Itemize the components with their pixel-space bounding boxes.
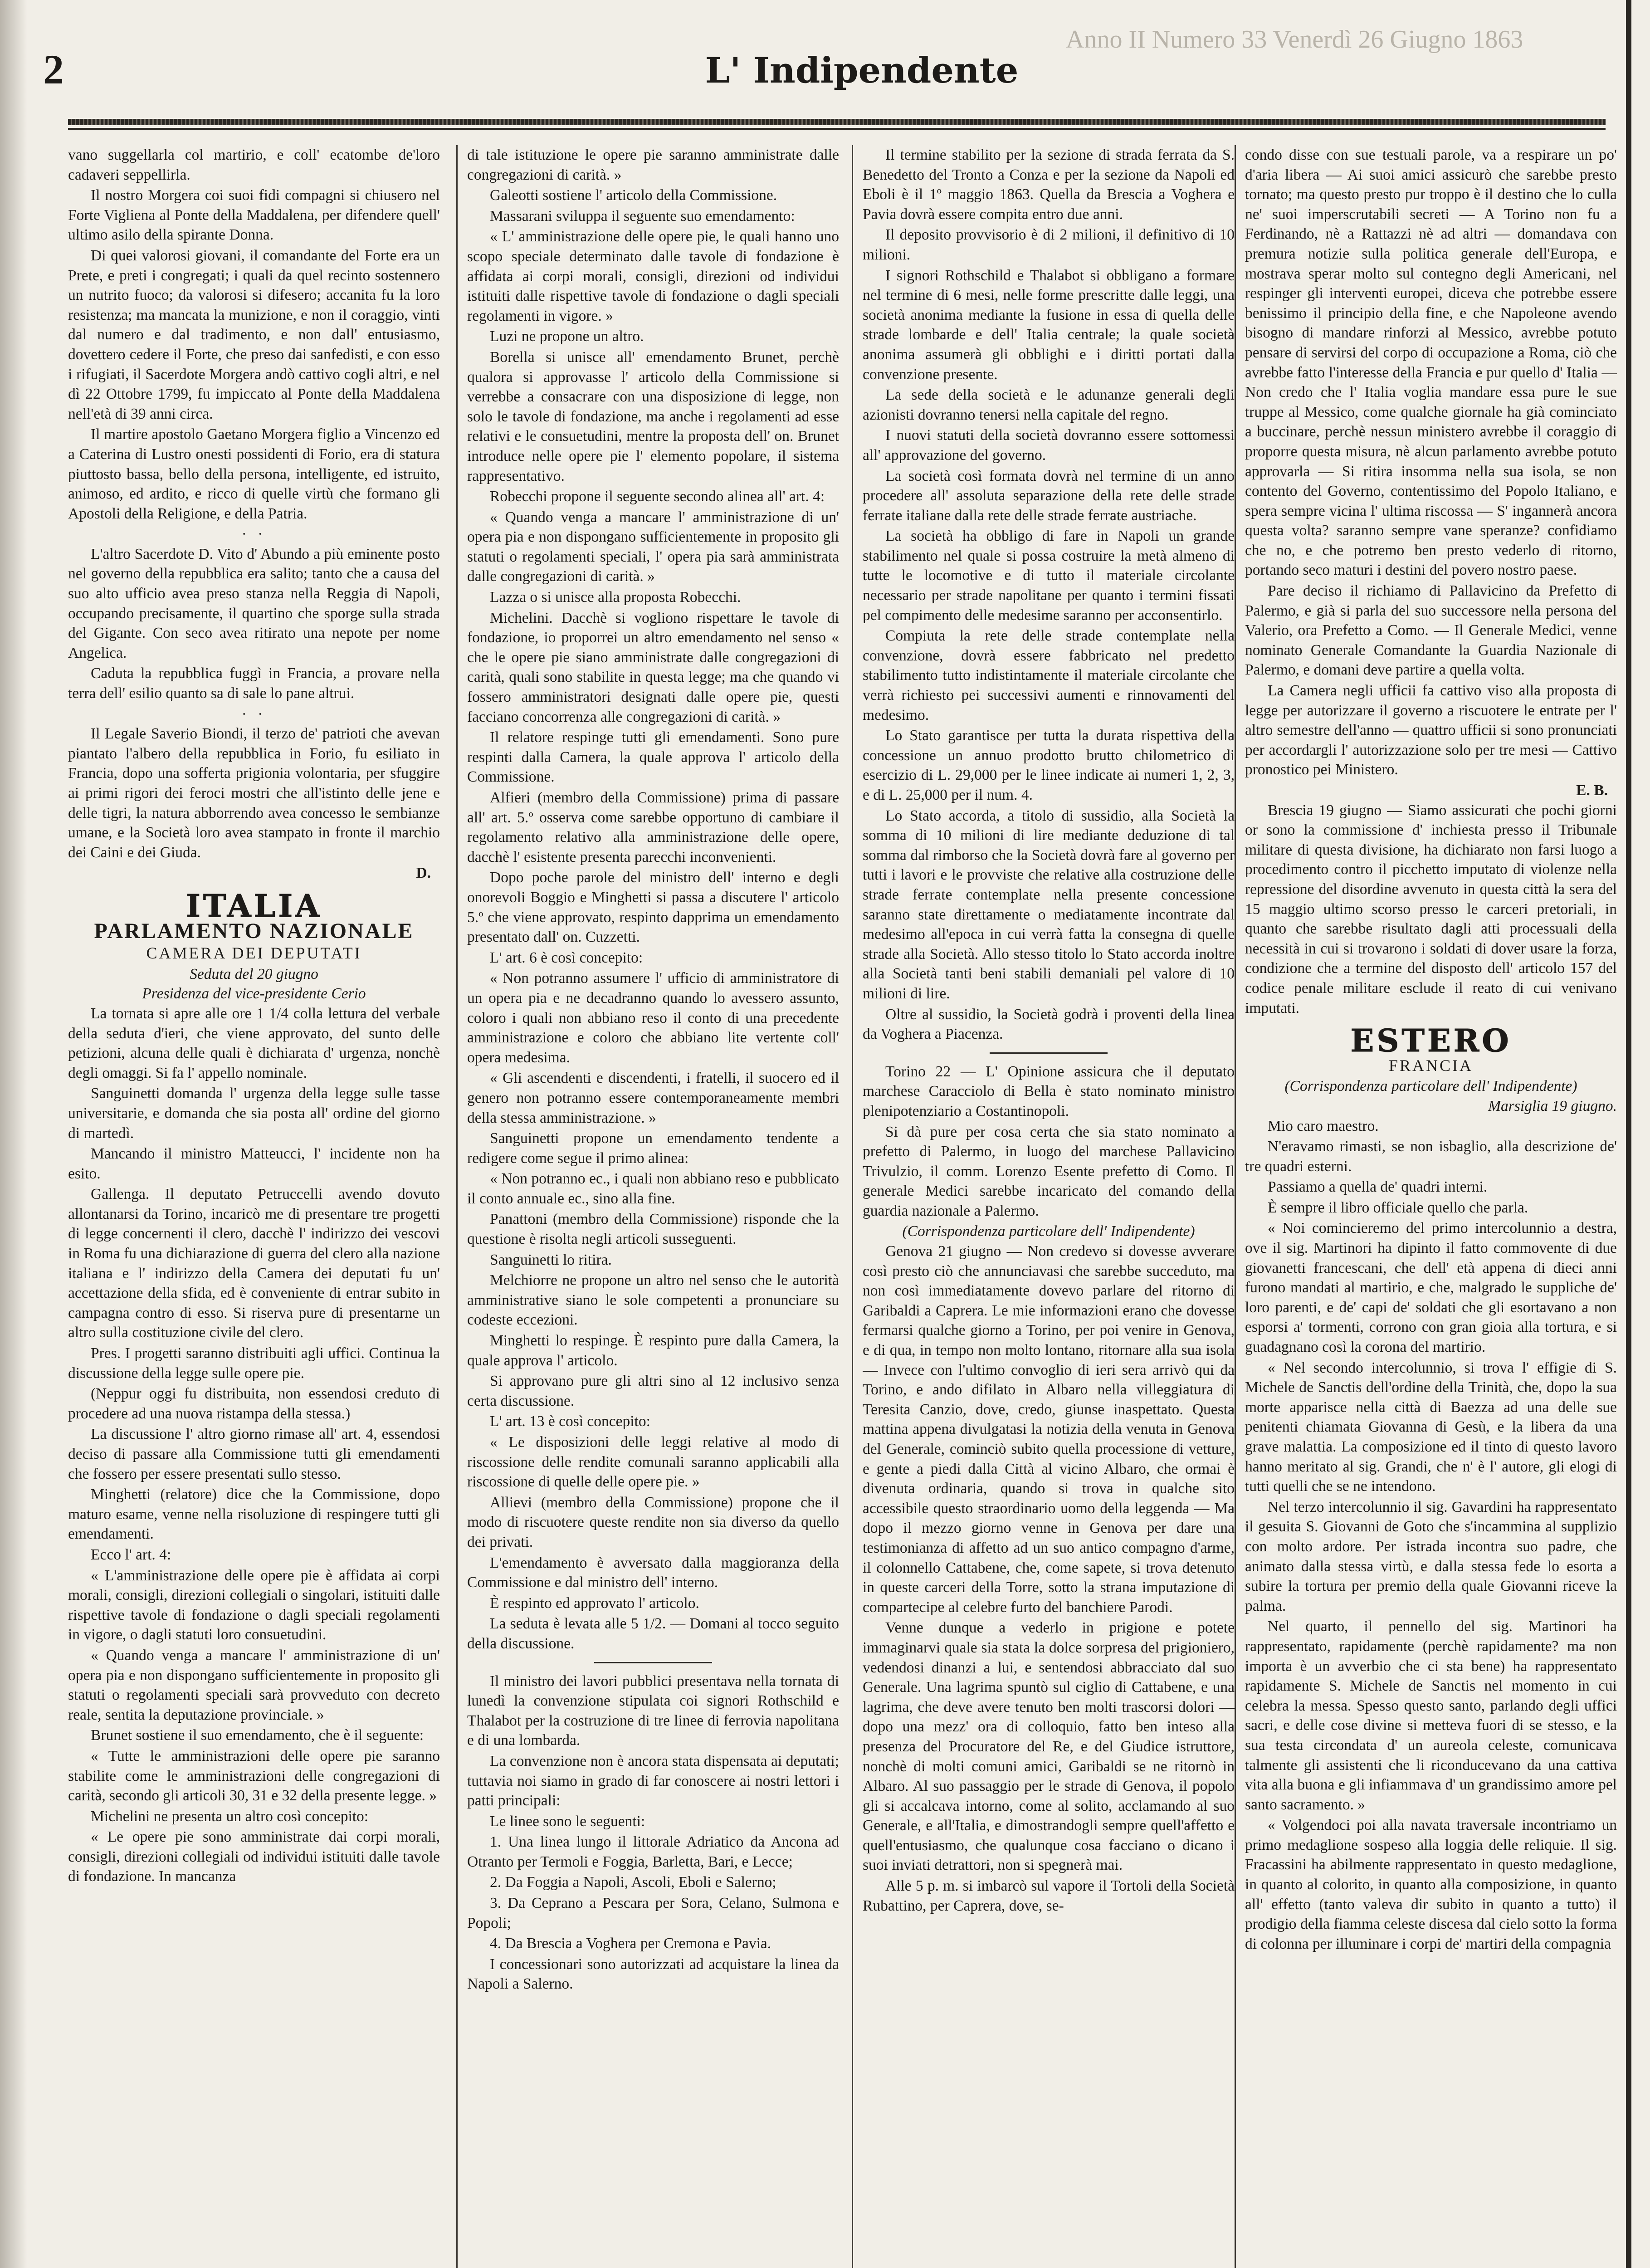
- paragraph: La seduta è levata alle 5 1/2. — Domani al tocco seguito della discussione.: [467, 1615, 839, 1652]
- author-signature: D.: [416, 865, 431, 882]
- paragraph: Mancando il ministro Matteucci, l' incidente non ha esito.: [68, 1145, 440, 1182]
- paragraph: Lo Stato garantisce per tutta la durata rispettiva della concessione un annuo prodotto brutto chilometrico di esercizio di L. 29,000 per le linee indicate ai numeri 1, 2, 3, e di L. 25,000 per il num. 4.: [863, 727, 1235, 803]
- paragraph: Michelini. Dacchè si vogliono rispettare le tavole di fondazione, io proporrei un altro emendamento nel senso « che le opere pie siano amministrate dalle congregazioni di carità, quali sono stabilite in questa legge; ma che quando vi fossero amministratori designati dalle opere pie, questi facciano concorrenza alle congregazioni di carità. »: [467, 609, 839, 725]
- paragraph: L'emendamento è avversato dalla maggioranza della Commissione e dal ministro dell' interno.: [467, 1554, 839, 1591]
- column-1: [68, 145, 440, 2268]
- paragraph: « Volgendoci poi alla navata traversale incontriamo un primo medaglione sospeso alla loggia delle reliquie. Il sig. Fracassini ha abilmente rappresentato in questo medaglione, in quanto al colorito, in quanto alla composizione, in quanto all' effetto (tanto valeva dir subito in quanto a tutto) il prodigio della fiamma celeste discesa dal cielo sotto la forma di colonna per illuminare i corpi de' martiri della compagnia: [1245, 1817, 1617, 1952]
- paragraph: Venne dunque a vederlo in prigione e potete immaginarvi quale sia stata la dolce sorpresa del prigioniero, vedendosi dinanzi a lui, e sentendosi abbracciato dal suo Generale. Una lagrima spuntò sul ciglio di Cattabene, e una lagrima, che deve avere tenuto ben molti trascorsi dolori — dopo una mezz' ora di colloquio, fatto ben inteso alla presenza del Procuratore del Re, e del Giudice istruttore, nonchè di molti comuni amici, Garibaldi se ne ritornò in Albaro. Al suo passaggio per le strade di Genova, il popolo gli si accalcava intorno, come al solito, acclamando al suo Generale, e all'Italia, e dimostrandogli sempre quell'affetto e quell'entusiasmo, che qualunque cosa facciano o dicano i suoi inviati detrattori, non si spegnerà mai.: [863, 1619, 1235, 1874]
- paragraph: Lo Stato accorda, a titolo di sussidio, alla Società la somma di 10 milioni di lire mediante deduzione di tal somma dal rimborso che la Società dovrà fare al governo per tutti i lavori e le provviste che relative alla costruzione delle strade ferrate contemplate nella presente concessione saranno state direttamente o mediatamente incontrate dal medesimo all'epoca in cui verrà fatta la consegna di quelle strade alla Società. Allo stesso titolo lo Stato accorda inoltre alla Società tanti beni stabili demaniali pel valore di 10 milioni di lire.: [863, 807, 1235, 1002]
- paragraph: La società ha obbligo di fare in Napoli un grande stabilimento nel quale si possa costruire la metà almeno di tutte le locomotive e di tutto il materiale circolante necessario per strade napolitane per quanto i termini fissati pel compimento delle medesime saranno per acconsentirlo.: [863, 528, 1235, 624]
- paragraph: Lazza o si unisce alla proposta Robecchi.: [490, 589, 741, 606]
- paragraph: Michelini ne presenta un altro così concepito:: [91, 1808, 369, 1825]
- paragraph: Pare deciso il richiamo di Pallavicino da Prefetto di Palermo, e già si parla del suo successore nella persona del Valerio, ora Prefetto a Como. — Il Generale Medici, venne nominato Generale Comandante la Guardia Nazionale di Palermo, e domani deve partire a quella volta.: [1245, 582, 1617, 679]
- paragraph: « Noi comincieremo del primo intercolunnio a destra, ove il sig. Martinori ha dipinto il fatto commovente di due giovanetti francescani, che dell' età appena di dieci anni furono mandati al martirio, e che, malgrado le suppliche de' loro parenti, e de' capi de' soldati che gli esortavano a non esporsi a' tormenti, corrono con gran gioia alla tortura, e si guadagnano così la corona del martirio.: [1245, 1220, 1617, 1356]
- paragraph: L' art. 6 è così concepito:: [490, 949, 643, 966]
- presidency-line: Presidenza del vice-presidente Cerio: [142, 985, 366, 1002]
- paragraph: N'eravamo rimasti, se non isbaglio, alla descrizione de' tre quadri esterni.: [1245, 1138, 1617, 1175]
- country-title: FRANCIA: [1388, 1056, 1474, 1075]
- paragraph: Pres. I progetti saranno distribuiti agli uffici. Continua la discussione della legge sulle opere pie.: [68, 1345, 440, 1382]
- paragraph: I concessionari sono autorizzati ad acquistare la linea da Napoli a Salerno.: [467, 1955, 839, 1993]
- paragraph: L'altro Sacerdote D. Vito d' Abundo a più eminente posto nel governo della repubblica era salito; tanto che a causa del suo alto ufficio avea preso stanza nella Reggia di Napoli, occupando precisamente, il quartino che sporge sulla strada del Gigante. Con seco avea ritirato una nepote per nome Angelica.: [68, 545, 440, 661]
- paragraph: Minghetti lo respinge. È respinto pure dalla Camera, la quale approva l' articolo.: [467, 1332, 839, 1369]
- paragraph: Borella si unisce all' emendamento Brunet, perchè qualora si approvasse l' articolo della Commissione si verrebbe a consacrare con una disposizione di legge, non solo le tavole di fondazione, ma anche i regolamenti ad esse relativi e le consuetudini, mentre la proposta dell' on. Brunet introduce nelle opere pie l' elemento popolare, il sistema rappresentativo.: [467, 348, 839, 484]
- paragraph: Sanguinetti propone un emendamento tendente a redigere come segue il primo alinea:: [467, 1130, 839, 1167]
- paragraph: Il deposito provvisorio è di 2 milioni, il definitivo di 10 milioni.: [863, 226, 1235, 263]
- paragraph: vano suggellarla col martirio, e coll' ecatombe de'loro cadaveri seppellirla.: [68, 147, 440, 183]
- paragraph: Ecco l' art. 4:: [91, 1546, 171, 1563]
- paragraph: Il ministro dei lavori pubblici presentava nella tornata di lunedì la convenzione stipulata coi signori Rothschild e Thalabot per la costruzione di tre linee di ferrovia napolitana e di una lombarda.: [467, 1672, 839, 1749]
- paragraph: Gallenga. Il deputato Petruccelli avendo dovuto allontanarsi da Torino, incaricò me di presentare tre progetti di legge concernenti il clero, dacchè l' indirizzo dei vescovi in Roma fu una dichiarazione di guerra del clero alla nazione italiana e l' indirizzo della Camera dei deputati fu un' accettazione della sfida, ed è conveniente di entrar subito in campagna contro di esso. Si riserva pure di presentarne un altro sulla costituzione civile del clero.: [68, 1186, 440, 1341]
- paragraph: Il nostro Morgera coi suoi fidi compagni si chiusero nel Forte Vigliena al Ponte della Maddalena, per difendere quell' ultimo asilo della spirante Donna.: [68, 187, 440, 244]
- paragraph: La società così formata dovrà nel termine di un anno procedere all' assoluta separazione della rete delle strade ferrate italiane dalla rete delle strade ferrate austriache.: [863, 467, 1235, 524]
- paragraph: Mio caro maestro.: [1268, 1117, 1379, 1134]
- paragraph: Il relatore respinge tutti gli emendamenti. Sono pure respinti dalla Camera, la quale approva l' articolo della Commissione.: [467, 729, 839, 786]
- paragraph: Oltre al sussidio, la Società godrà i proventi della linea da Voghera a Piacenza.: [863, 1006, 1235, 1043]
- paragraph: Melchiorre ne propone un altro nel senso che le autorità amministrative siano le sole competenti a pronunciare su codeste eccezioni.: [467, 1272, 839, 1329]
- session-date: Seduta del 20 giugno: [190, 965, 318, 982]
- scan-edge-bar: [1626, 0, 1631, 2268]
- paragraph: La sede della società e le adunanze generali degli azionisti dovranno tenersi nella capitale del regno.: [863, 386, 1235, 423]
- dateline: Marsiglia 19 giugno.: [1488, 1097, 1617, 1114]
- masthead-title: L' Indipendente: [705, 50, 1019, 91]
- paragraph: 2. Da Foggia a Napoli, Ascoli, Eboli e Salerno;: [490, 1874, 776, 1891]
- header-rule-thin: [68, 128, 1606, 130]
- paragraph: « Tutte le amministrazioni delle opere pie saranno stabilite come le amministrazioni delle congregazioni di carità, secondo gli articoli 30, 31 e 32 della presente legge. »: [68, 1747, 440, 1804]
- paragraph: « Non potranno ec., i quali non abbiano reso e pubblicato il conto annuale ec., sino alla fine.: [467, 1170, 839, 1207]
- paragraph: « Gli ascendenti e discendenti, i fratelli, il suocero ed il genero non potranno essere contemporaneamente membri della stessa amministrazione. »: [467, 1070, 839, 1126]
- paragraph: Si dà pure per cosa certa che sia stato nominato a prefetto di Palermo, in luogo del marchese Pallavicino Trivulzio, il comm. Lorenzo Esente prefetto di Como. Il generale Medici sarebbe incaricato del comando della guardia nazionale a Palermo.: [863, 1123, 1235, 1219]
- section-separator: · ·: [241, 705, 267, 723]
- paragraph: Galeotti sostiene l' articolo della Commissione.: [490, 187, 777, 204]
- paragraph: La tornata si apre alle ore 1 1/4 colla lettura del verbale della seduta d'ieri, che viene approvato, del sunto delle petizioni, alcuna delle quali è dichiarata d' urgenza, nonchè degli omaggi. Si fa l' appello nominale.: [68, 1005, 440, 1081]
- paragraph: Si approvano pure gli altri sino al 12 inclusivo senza certa discussione.: [467, 1373, 839, 1409]
- section-title-italia: ITALIA: [186, 888, 322, 924]
- paragraph: « Quando venga a mancare l' amministrazione di un' opera pia e non dispongano sufficientemente in proposito gli statuti o regolamenti speciali sarà provveduto con decreto reale, sentita la deputazione provinciale. »: [68, 1647, 440, 1723]
- paragraph: « Le opere pie sono amministrate dai corpi morali, consigli, direzioni collegiali od individui istituiti dalle tavole di fondazione. In mancanza: [68, 1828, 440, 1885]
- section-separator: [594, 1662, 712, 1663]
- paragraph: Caduta la repubblica fuggì in Francia, a provare nella terra dell' esilio quanto sa di sale lo pane altrui.: [68, 665, 440, 702]
- paragraph: Dopo poche parole del ministro dell' interno e degli onorevoli Boggio e Minghetti si passa a discutere l' articolo 5.º che viene approvato, respinto dapprima un emendamento presentato dall' on. Cuzzetti.: [467, 869, 839, 946]
- paragraph: Massarani sviluppa il seguente suo emendamento:: [490, 207, 795, 225]
- paragraph: Brunet sostiene il suo emendamento, che è il seguente:: [91, 1727, 424, 1744]
- paragraph: È respinto ed approvato l' articolo.: [490, 1594, 699, 1612]
- section-separator: [990, 1052, 1108, 1054]
- column-2: [467, 145, 839, 2268]
- paragraph: « Quando venga a mancare l' amministrazione di un' opera pia e non dispongano sufficientemente in proposito gli statuti o regolamenti speciali, l' opera pia sarà amministrata dalle congregazioni di carità. »: [467, 508, 839, 585]
- paragraph: La Camera negli ufficii fa cattivo viso alla proposta di legge per autorizzare il governo a riscuotere le entrate per l' altro semestre dell'anno — quattro ufficii si sono pronunciati per accordargli l' autorizzazione solo per tre mesi — Cattivo pronostico pei Ministero.: [1245, 682, 1617, 778]
- paragraph: Il martire apostolo Gaetano Morgera figlio a Vincenzo ed a Caterina di Lustro onesti possidenti di Forio, era di statura piuttosto bassa, bello della persona, intelligente, ed istruito, animoso, ed ardito, e ricco di quelle virtù che formano gli Apostoli della Religione, e della Patria.: [68, 426, 440, 522]
- paragraph: « L'amministrazione delle opere pie è affidata ai corpi morali, consigli, direzioni collegiali o singolari, istituiti dalle rispettive tavole di fondazione o dagli speciali regolamenti in vigore, o dagli statuti loro consuetudini.: [68, 1567, 440, 1643]
- paragraph: Nel terzo intercolunnio il sig. Gavardini ha rappresentato il gesuita S. Giovanni de Goto che s'incammina al supplizio con molto ardore. Per istrada incontra suo padre, che animato dalla stessa virtù, e dalla stessa fede lo esorta a subire la tortura per premio della quale Giovanni riceve la palma.: [1245, 1498, 1617, 1614]
- paragraph: Brescia 19 giugno — Siamo assicurati che pochi giorni or sono la commissione d' inchiesta presso il Tribunale militare di questa divisione, ha dichiarato non farsi luogo a procedimento contro il picchetto imputato di violenze nella repressione del disordine avvenuto in questa città la sera del 15 maggio ultimo scorso presso le carceri pretoriali, in quanto che sarebbe risultato dagli atti processuali della necessità in cui si trovarono i soldati di dover usare la forza, condizione che a termine del disposto dell' articolo 157 del codice penale militare esclude il reato di cui venivano imputati.: [1245, 802, 1617, 1017]
- author-signature: E. B.: [1576, 782, 1608, 799]
- paragraph: Le linee sono le seguenti:: [490, 1813, 645, 1830]
- binding-shadow: [0, 0, 27, 2268]
- column-3: [863, 145, 1235, 2268]
- paragraph: 3. Da Ceprano a Pescara per Sora, Celano, Sulmona e Popoli;: [467, 1895, 839, 1931]
- paragraph: condo disse con sue testuali parole, va a respirare un po' d'aria libera — Ai suoi amici assicurò che sarebbe presto tornato; ma questo presto pur troppo è il destino che lo culla ne' suoi imperscrutabili secreti — A Torino non fu a Ferdinando, nè a Rattazzi nè ad altri — domandava con premura notizie sulla politica generale dell'Europa, e mostrava sperar molto sul contegno degli Americani, nel respinger gli interventi europei, diceva che potrebbe essere benissimo il principio della fine, e che Napoleone avendo bisogno di mandare rinforzi al Messico, avrebbe potuto pensare di servirsi del corpo di occupazione a Roma, ciò che avrebbe fatto l'interesse della Francia e pur quello d' Italia — Non credo che l' Italia voglia mandare essa pure le sue truppe al Messico, come qualche giornale ha già cominciato a buccinare, perchè nessun ministero avrebbe il coraggio di proporre questa misura, nè alcun parlamento avrebbe potuto approvarla — Si ritira insomma nella sua isola, se non contento del Governo, contentissimo del Popolo Italiano, e spera sempre vicina l' ultima riscossa — S' ingannerà ancora questa volta? saranno sempre vane speranze? confidiamo che no, e che potremo ben presto vederlo di ritorno, portando seco maturi i destini del povero nostro paese.: [1245, 147, 1617, 579]
- paragraph: La discussione l' altro giorno rimase all' art. 4, essendosi deciso di passare alla Commissione tutti gli emendamenti che fossero per essere presentati sullo stesso.: [68, 1426, 440, 1482]
- paragraph: Compiuta la rete delle strade contemplate nella convenzione, dovrà essere fabbricato nel predetto stabilimento tutto indistintamente il materiale circolante che verrà richiesto pei successivi aumenti e rinnovamenti del medesimo.: [863, 627, 1235, 723]
- paragraph: Allievi (membro della Commissione) propone che il modo di riscuotere queste rendite non sia diverso da quello dei privati.: [467, 1494, 839, 1550]
- paragraph: 1. Una linea lungo il littorale Adriatico da Ancona ad Otranto per Termoli e Foggia, Barletta, Bari, e Lecce;: [467, 1833, 839, 1870]
- paragraph: I signori Rothschild e Thalabot si obbligano a formare nel termine di 6 mesi, nelle forme prescritte dalle leggi, una società anonima mediante la fusione in essa di quella delle strade lombarde e dell' Italia centrale; la quale società anonima assumerà gli obblighi e i diritti portati dalla convenzione presente.: [863, 267, 1235, 383]
- correspondence-line: (Corrispondenza particolare dell' Indipendente): [902, 1223, 1195, 1240]
- paragraph: di tale istituzione le opere pie saranno amministrate dalle congregazioni di carità. »: [467, 147, 839, 183]
- header-rule: [68, 119, 1606, 125]
- paragraph: « L' amministrazione delle opere pie, le quali hanno uno scopo speciale determinato dalle tavole di fondazione è affidata ai corpi morali, consigli, direzioni od individui istituiti dalle rispettive tavole di fondazione o dagli speciali regolamenti in vigore. »: [467, 228, 839, 324]
- paragraph: Il Legale Saverio Biondi, il terzo de' patrioti che avevan piantato l'albero della repubblica in Forio, fu esiliato in Francia, dopo una sofferta prigionia volontaria, per sfuggire ai primi rigori dei feroci mostri che all'istinto delle jene e delle tigri, la natura abborrendo avea concesso le sembianze umane, e la Società loro avea stampato in fronte il marchio dei Caini e dei Giuda.: [68, 725, 440, 861]
- paragraph: È sempre il libro officiale quello che parla.: [1268, 1199, 1528, 1216]
- paragraph: « Nel secondo intercolunnio, si trova l' effigie di S. Michele de Sanctis dell'ordine della Trinità, che, dopo la sua morte apparisce nella città di Baezza ad una delle sue penitenti chiamata Giovanna di Gesù, e la libera da una grave malattia. La composizione ed il tinto di questo lavoro hanno meritato al sig. Grandi, che n' è l' autore, gli elogi di tutti quelli che se ne intendono.: [1245, 1359, 1617, 1495]
- paragraph: Robecchi propone il seguente secondo alinea all' art. 4:: [490, 488, 825, 505]
- bleed-through-text: Anno II Numero 33 Venerdì 26 Giugno 1863: [1066, 25, 1523, 54]
- paragraph: « Non potranno assumere l' ufficio di amministratore di un opera pia e ne decadranno quando lo avessero assunto, coloro i quali non abbiano reso il conto di una precedente amministrazione e coloro che abbiano lite vertente coll' opera medesima.: [467, 970, 839, 1066]
- paragraph: Sanguinetti domanda l' urgenza della legge sulle tasse universitarie, e domanda che sia posta all' ordine del giorno di martedì.: [68, 1085, 440, 1142]
- paragraph: Panattoni (membro della Commissione) risponde che la questione è risolta negli articoli susseguenti.: [467, 1211, 839, 1248]
- correspondence-line: (Corrispondenza particolare dell' Indipendente): [1284, 1078, 1577, 1095]
- section-separator: · ·: [241, 526, 267, 543]
- page-number: 2: [43, 46, 64, 93]
- paragraph: La convenzione non è ancora stata dispensata ai deputati; tuttavia noi siamo in grado di far conoscere ai nostri lettori i patti principali:: [467, 1752, 839, 1809]
- paragraph: Di quei valorosi giovani, il comandante del Forte era un Prete, e preti i congregati; i quali da quel recinto sostennero un nutrito fuoco; da valorosi si difesero; accanita fu la loro resistenza; ma mancata la munizione, e non il coraggio, vinti dal numero e dal tradimento, e non dall' entusiasmo, dovettero cedere il Forte, che preso dai sanfedisti, e con esso i rifugiati, il Sacerdote Morgera andò cattivo cogli altri, e nel dì 22 Ottobre 1799, fu impiccato al Ponte della Maddalena nell'età di 39 anni circa.: [68, 247, 440, 422]
- section-title-estero: ESTERO: [1350, 1023, 1512, 1060]
- column-rule: [852, 145, 853, 2268]
- paragraph: Torino 22 — L' Opinione assicura che il deputato marchese Caracciolo di Bella è stato nominato ministro plenipotenziario a Costantinopoli.: [863, 1063, 1235, 1119]
- paragraph: Nel quarto, il pennello del sig. Martinori ha rappresentato, rapidamente (perchè rapidamente? ma non importa è un avverbio che ci sta bene) ha rappresentato rapidamente S. Michele de Sanctis nel momento in cui celebra la messa. Spesso questo santo, parlando degli uffici sacri, e delle cose divine si metteva fuori di se stesso, e la sua testa circondata d' un aureola celeste, comunicava talmente gli assistenti che li riconducevano da una cattiva vita alla buona e gli infiammava d' un grandissimo amore pel santo sacramento. »: [1245, 1618, 1617, 1813]
- chamber-title: CAMERA DEI DEPUTATI: [146, 944, 362, 963]
- paragraph: Passiamo a quella de' quadri interni.: [1268, 1178, 1488, 1196]
- paragraph: Alle 5 p. m. si imbarcò sul vapore il Tortoli della Società Rubattino, per Caprera, dove, se-: [863, 1877, 1235, 1914]
- paragraph: L' art. 13 è così concepito:: [490, 1413, 650, 1430]
- paragraph: 4. Da Brescia a Voghera per Cremona e Pavia.: [490, 1935, 771, 1952]
- paragraph: Luzi ne propone un altro.: [490, 328, 644, 345]
- parliament-title: PARLAMENTO NAZIONALE: [94, 919, 414, 943]
- paragraph: Sanguinetti lo ritira.: [490, 1251, 612, 1268]
- column-4: [1245, 145, 1617, 2268]
- column-rule: [456, 145, 458, 2268]
- paragraph: Genova 21 giugno — Non credevo si dovesse avverare così presto ciò che annunciavasi che sarebbe succeduto, ma non così immediatamente dovevo parlare del ritorno di Garibaldi a Caprera. Le mie informazioni erano che dovesse fermarsi qualche giorno a Torino, per poi venire in Genova, e di qua, in tempo non molto lontano, ritornare alla sua isola — Invece con l'ultimo convoglio di ieri sera arrivò qui da Torino, e ando difilato in Albaro nella villeggiatura di Teresita Canzio, dove, credo, giunse inaspettato. Questa mattina appena divulgatasi la notizia della venuta in Genova del Generale, cominciò subito quella processione di vetture, e gente a piedi dalla Città al vicino Albaro, che ormai è divenuta ordinaria, quando si trova in qualche sito accessibile questo straordinario uomo della leggenda — Ma dopo il mezzo giorno venne in Genova per dare una testimonianza di affetto ad un suo antico compagno d'arme, il colonnello Cattabene, che, come sapete, si trova detenuto in queste carceri della Torre, sotto la strana imputazione di compartecipe al celebre furto del banchiere Parodi.: [863, 1243, 1235, 1616]
- column-rule: [1235, 145, 1236, 2268]
- paragraph: Alfieri (membro della Commissione) prima di passare all' art. 5.º osserva come sarebbe opportuno di cambiare il regolamento relativo alla amministrazione delle opere, dacchè l' esistente presenta parecchi inconvenienti.: [467, 789, 839, 865]
- paragraph: (Neppur oggi fu distribuita, non essendosi creduto di procedere ad una nuova ristampa della stessa.): [68, 1385, 440, 1422]
- paragraph: I nuovi statuti della società dovranno essere sottomessi all' approvazione del governo.: [863, 427, 1235, 464]
- paragraph: Il termine stabilito per la sezione di strada ferrata da S. Benedetto del Tronto a Conza e per la sezione da Napoli ed Eboli è il 1º maggio 1863. Quella da Brescia a Voghera e Pavia dovrà essere compita entro due anni.: [863, 147, 1235, 223]
- paragraph: « Le disposizioni delle leggi relative al modo di riscossione delle rendite comunali saranno applicabili alla riscossione di quelle delle opere pie. »: [467, 1434, 839, 1491]
- paragraph: Minghetti (relatore) dice che la Commissione, dopo maturo esame, venne nella risoluzione di respingere tutti gli emendamenti.: [68, 1486, 440, 1543]
